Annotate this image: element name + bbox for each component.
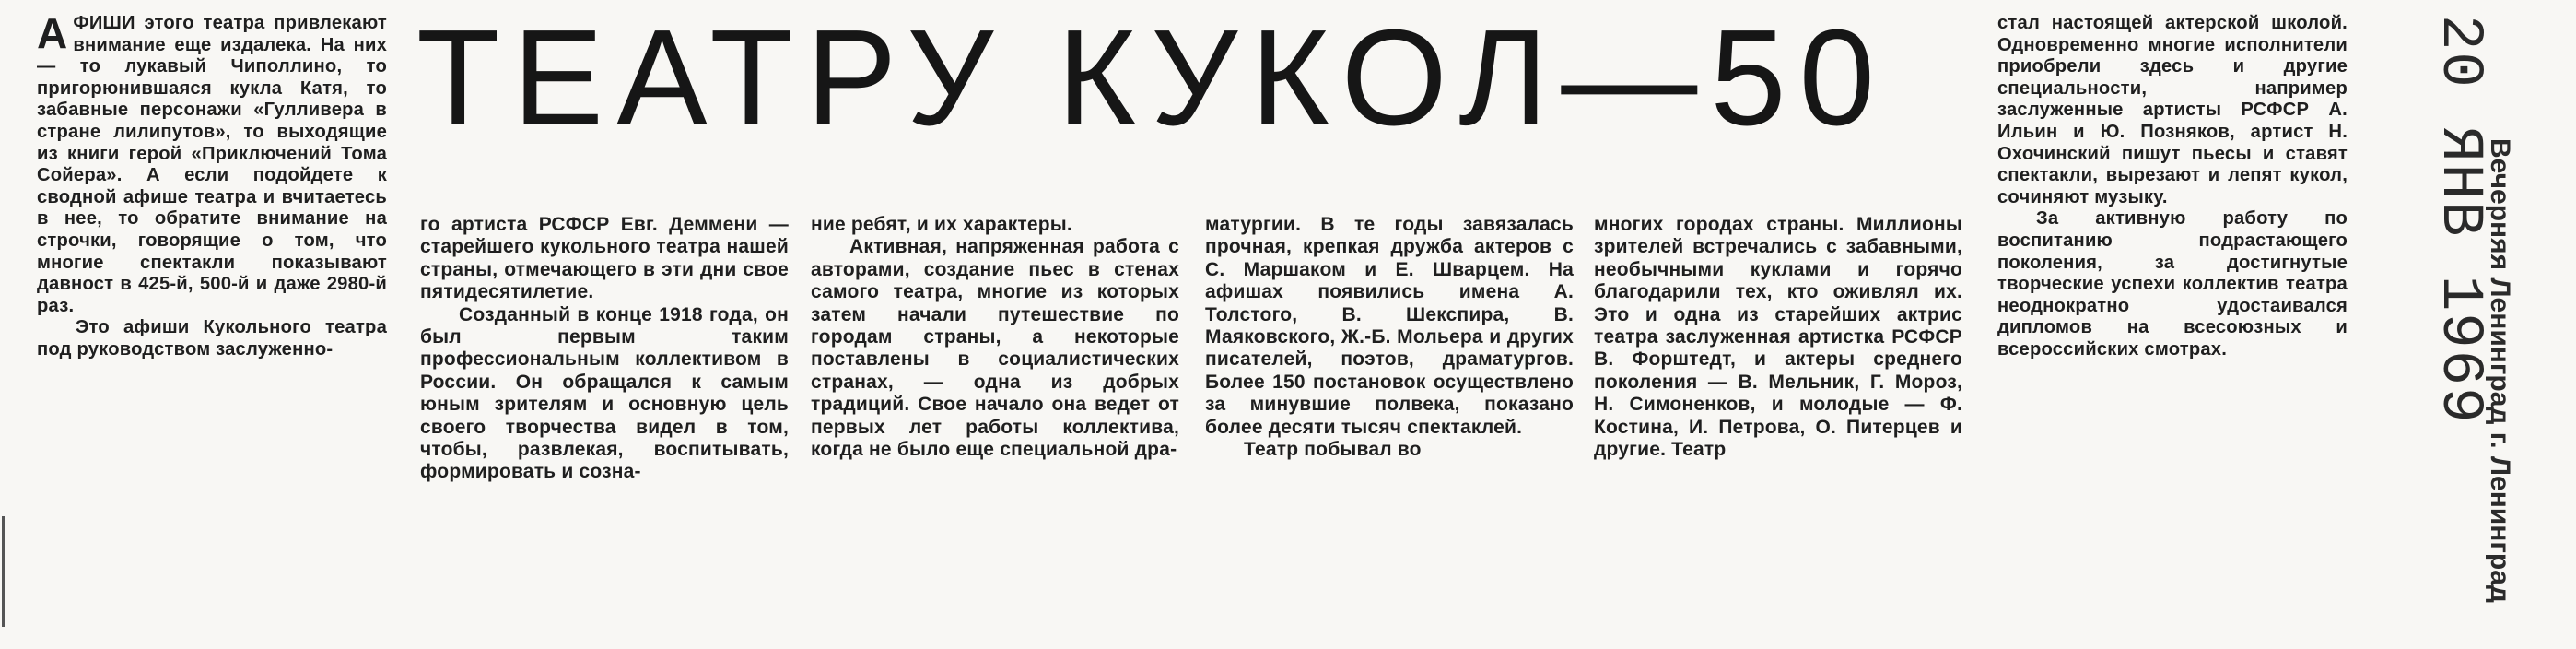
source-label (2478, 138, 2561, 603)
paragraph: многих городах страны. Миллионы зрителей встречались с забавными, необычными куклами и горячо благодарили тех, кто оживлял их. Это и одна из старейших актрис театра заслуженная артистка РСФСР В. Форштедт, и актеры среднего поколения — В. Мельник, Г. Мороз, Н. Симоненков, и молодые — Ф. Костина, И. Петрова, О. Питерцев и другие. Театр (1594, 214, 1962, 461)
date-stamp-text: 20 ЯНВ 1969 (2426, 15, 2492, 425)
headline: ТЕАТРУ КУКОЛ—50 (416, 2, 1888, 154)
paragraph: Театр побывал во (1244, 439, 1422, 461)
clipping-edge (2, 516, 5, 627)
paragraph: го артиста РСФСР Евг. Деммени — старейшего кукольного театра нашей страны, отмечающего в эти дни свое пятидесятилетие. (420, 214, 789, 303)
paragraph-text: ФИШИ этого театра привлекают внимание еще издалека. На них — то лукавый Чиполлино, то пригорюнившаяся кукла Катя, то забавные персонажи «Гулливера в стране лилипутов», то выходящие из книги герой «Приключений Тома Сойера». А если подойдете к сводной афише театра и вчитаетесь в нее, то обратите внимание на строчки, говорящие о том, что многие спектакли показывают давност в 425-й, 500-й и даже 2980-й раз. (37, 13, 387, 316)
source-label-text: Вечерняя Ленинград г. Ленинград (2485, 138, 2515, 603)
paragraph: стал настоящей актерской школой. Одновременно многие исполнители приобрели здесь и другие специальности, например заслуженные артисты РСФСР А. Ильин и Ю. Позняков, артист Н. Охочинский пишут пьесы и ставят спектакли, вырезают и лепят кукол, сочиняют музыку. (1997, 13, 2348, 207)
paragraph: Активная, напряженная работа с авторами, создание пьес в стенах самого театра, многие из которых затем начали путешествие по городам страны, а некоторые поставлены в социалистических странах, — одна из добрых традиций. Свое начало она ведет от первых лет работы коллектива, когда не было еще специальной дра- (811, 236, 1179, 461)
article-column-1 (37, 9, 387, 361)
paragraph: За активную работу по воспитанию подрастающего поколения, за достигнутые творческие успехи коллектив театра неоднократно удостаивался дипломов на всесоюзных и всероссийских смотрах. (1997, 208, 2348, 360)
paragraph: матургии. В те годы завязалась прочная, крепкая дружба актеров с С. Маршаком и Е. Шварцем. На афишах появились имена А. Толстого, В. Шекспира, В. Маяковского, Ж.-Б. Мольера и других писателей, поэтов, драматургов. Более 150 постановок осуществлено за минувшие полвека, показано более десяти тысяч спектаклей. (1205, 214, 1574, 438)
paragraph: ние ребят, и их характеры. (811, 214, 1072, 235)
lead-paragraph (37, 9, 387, 317)
drop-cap: А (37, 9, 68, 57)
article-column-2 (420, 214, 789, 484)
paragraph: Это афиши Кукольного театра под руководством заслуженно- (37, 317, 387, 360)
paragraph: Созданный в конце 1918 года, он был первым таким профессиональным коллективом в России. Он обращался к самым юным зрителям и основную цель своего творчества видел в том, чтобы, развлекая, воспитывать, формировать и созна- (420, 303, 789, 483)
article-column-3 (811, 214, 1179, 461)
article-column-6 (1997, 13, 2348, 361)
article-column-5 (1594, 214, 1962, 461)
article-column-4 (1205, 214, 1574, 461)
